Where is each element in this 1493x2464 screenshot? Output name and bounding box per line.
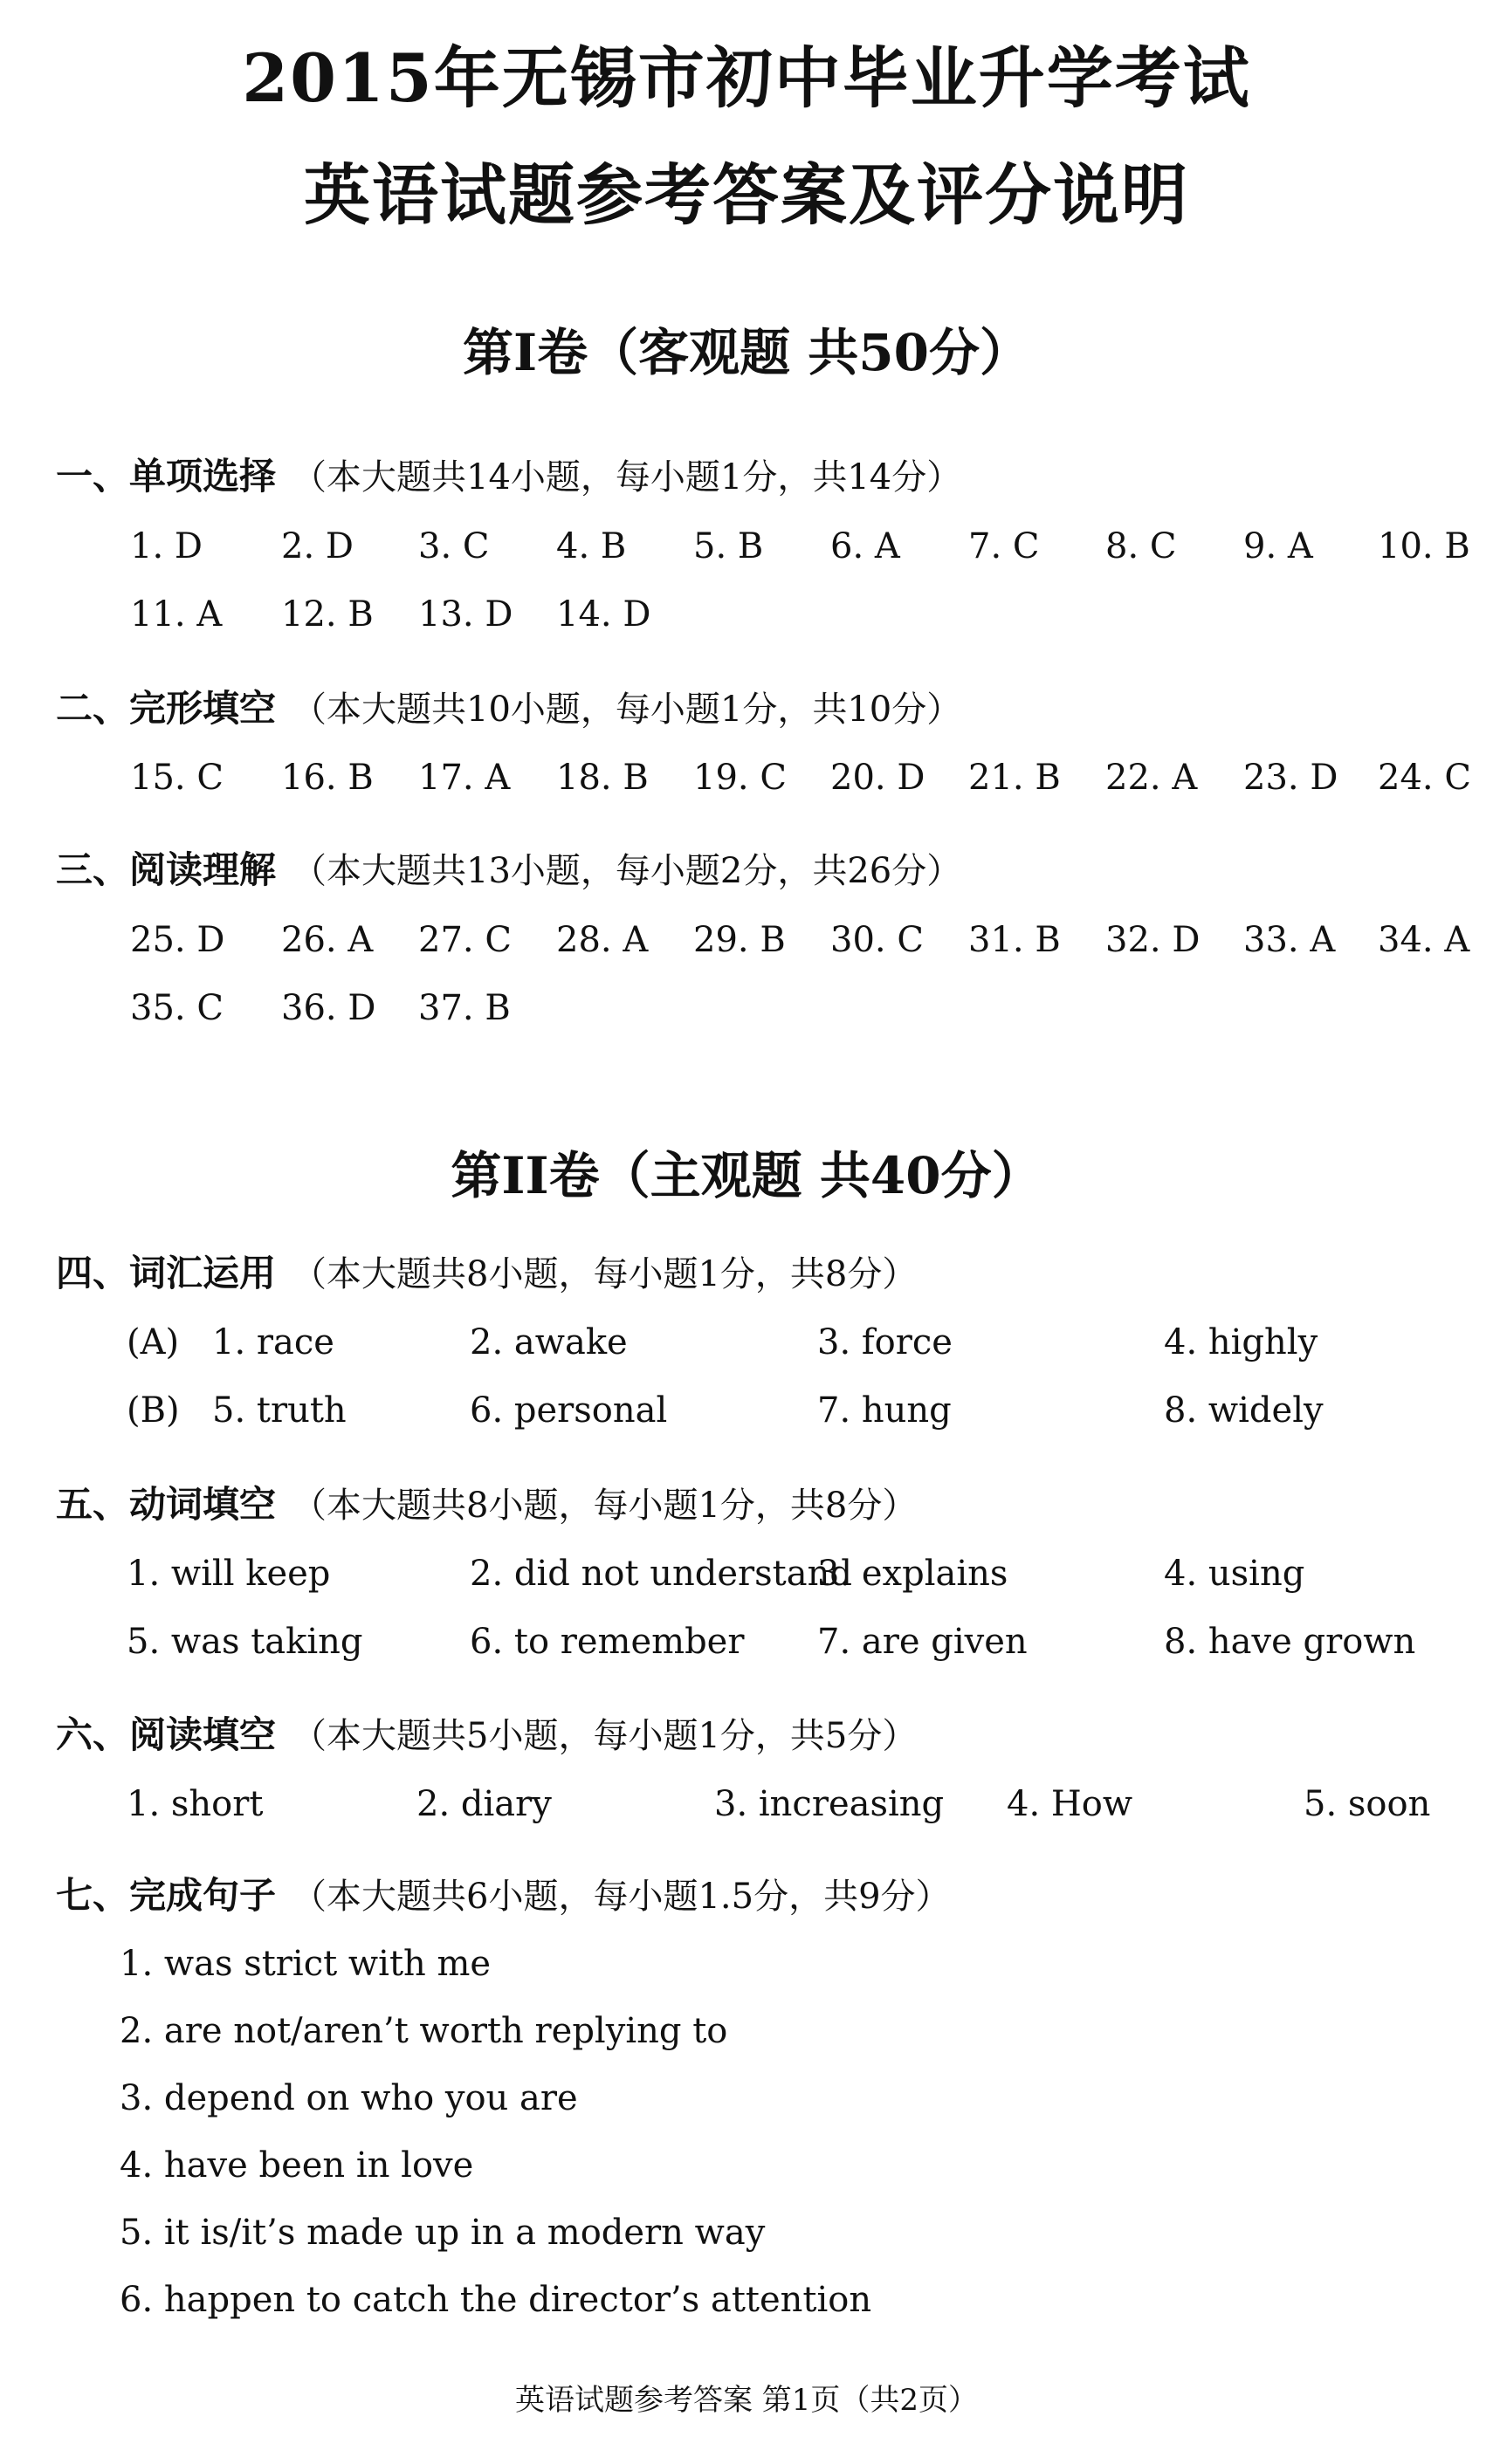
section-note: （本大题共8小题，每小题1分，共8分） bbox=[292, 1486, 918, 1526]
sentence-answer: 4. have been in love bbox=[120, 2145, 474, 2186]
sentence-answer: 1. was strict with me bbox=[120, 1944, 492, 1984]
section-heading-3 bbox=[56, 848, 962, 891]
answer-item: 2. D bbox=[281, 526, 354, 566]
answer-item: 3. increasing bbox=[714, 1784, 945, 1824]
answer-row bbox=[0, 1556, 1493, 1600]
answer-item: 30. C bbox=[830, 920, 924, 960]
section-note: （本大题共5小题，每小题1分，共5分） bbox=[292, 1716, 918, 1756]
section-title: 一、单项选择 bbox=[56, 455, 277, 498]
answer-row bbox=[0, 920, 1493, 966]
section-heading-7 bbox=[56, 1874, 951, 1917]
answer-item: 10. B bbox=[1378, 526, 1470, 566]
answer-item: 21. B bbox=[968, 758, 1061, 798]
answer-item: 37. B bbox=[418, 988, 511, 1028]
exam-title: 2015年无锡市初中毕业升学考试 bbox=[242, 39, 1251, 117]
answer-item: 4. B bbox=[556, 526, 627, 566]
answer-item: 2. awake bbox=[470, 1322, 628, 1362]
part2-heading: 第II卷（主观题 共40分） bbox=[451, 1146, 1042, 1205]
section-note: （本大题共14小题，每小题1分，共14分） bbox=[292, 457, 962, 498]
answer-item: 36. D bbox=[281, 988, 376, 1028]
answer-item: 23. D bbox=[1243, 758, 1338, 798]
answer-row bbox=[0, 594, 1493, 641]
answer-item: 32. D bbox=[1105, 920, 1201, 960]
page-footer: 英语试题参考答案 第1页（共2页） bbox=[514, 2383, 979, 2418]
answer-item: 7. hung bbox=[817, 1390, 952, 1431]
answer-item: 7. C bbox=[968, 526, 1040, 566]
answer-item: 1. short bbox=[127, 1784, 264, 1824]
answer-item: 6. A bbox=[830, 526, 900, 566]
section-note: （本大题共13小题，每小题2分，共26分） bbox=[292, 851, 962, 891]
answer-item: 13. D bbox=[418, 594, 513, 635]
section-heading-2 bbox=[56, 687, 962, 730]
answer-item: 1. race bbox=[212, 1322, 334, 1362]
answer-item: 5. soon bbox=[1304, 1784, 1431, 1824]
answer-row bbox=[0, 1322, 1493, 1369]
answer-item: 2. diary bbox=[416, 1784, 552, 1824]
answer-item: 34. A bbox=[1378, 920, 1470, 960]
answer-item: 14. D bbox=[556, 594, 651, 635]
answer-item: 33. A bbox=[1243, 920, 1336, 960]
sentence-answer: 6. happen to catch the director’s attention bbox=[120, 2280, 872, 2320]
answer-item: 28. A bbox=[556, 920, 649, 960]
answer-item: 3. explains bbox=[817, 1554, 1008, 1594]
answer-item: 20. D bbox=[830, 758, 925, 798]
section-heading-6 bbox=[56, 1713, 918, 1756]
section-title: 六、阅读填空 bbox=[56, 1713, 277, 1756]
answer-row bbox=[0, 988, 1493, 1034]
answer-item: 4. using bbox=[1164, 1554, 1305, 1594]
sentence-answer: 3. depend on who you are bbox=[120, 2078, 578, 2118]
answer-item: 35. C bbox=[130, 988, 224, 1028]
answer-item: 19. C bbox=[693, 758, 787, 798]
answer-item: 6. personal bbox=[470, 1390, 668, 1431]
answer-key-title: 英语试题参考答案及评分说明 bbox=[304, 156, 1189, 234]
answer-item: 22. A bbox=[1105, 758, 1198, 798]
answer-item: 8. C bbox=[1105, 526, 1177, 566]
answer-row bbox=[0, 760, 1493, 804]
answer-item: 3. force bbox=[817, 1322, 953, 1362]
answer-item: 1. will keep bbox=[127, 1554, 331, 1594]
answer-item: 15. C bbox=[130, 758, 224, 798]
group-label: (A) bbox=[127, 1322, 180, 1362]
sentence-answer: 2. are not/aren’t worth replying to bbox=[120, 2011, 728, 2051]
answer-item: 18. B bbox=[556, 758, 649, 798]
answer-row bbox=[0, 1390, 1493, 1437]
section-title: 七、完成句子 bbox=[56, 1874, 277, 1917]
answer-row bbox=[0, 1784, 1493, 1830]
answer-item: 7. are given bbox=[817, 1622, 1028, 1662]
answer-item: 29. B bbox=[693, 920, 786, 960]
section-title: 五、动词填空 bbox=[56, 1483, 277, 1526]
answer-item: 16. B bbox=[281, 758, 374, 798]
section-title: 四、词汇运用 bbox=[56, 1252, 277, 1294]
answer-item: 12. B bbox=[281, 594, 374, 635]
answer-item: 31. B bbox=[968, 920, 1061, 960]
group-label: (B) bbox=[127, 1390, 180, 1431]
section-title: 三、阅读理解 bbox=[56, 848, 277, 891]
section-title: 二、完形填空 bbox=[56, 687, 277, 730]
answer-item: 6. to remember bbox=[470, 1622, 745, 1662]
section-heading-1 bbox=[56, 455, 962, 498]
answer-item: 8. have grown bbox=[1164, 1622, 1416, 1662]
section-note: （本大题共10小题，每小题1分，共10分） bbox=[292, 690, 962, 730]
answer-item: 2. did not understand bbox=[470, 1554, 852, 1594]
section-heading-5 bbox=[56, 1483, 918, 1526]
answer-item: 9. A bbox=[1243, 526, 1313, 566]
answer-item: 27. C bbox=[418, 920, 512, 960]
answer-item: 1. D bbox=[130, 526, 203, 566]
sentence-answer: 5. it is/it’s made up in a modern way bbox=[120, 2213, 766, 2253]
answer-item: 4. highly bbox=[1164, 1322, 1318, 1362]
section-note: （本大题共8小题，每小题1分，共8分） bbox=[292, 1254, 918, 1294]
answer-item: 5. truth bbox=[212, 1390, 347, 1431]
answer-item: 17. A bbox=[418, 758, 511, 798]
answer-item: 4. How bbox=[1007, 1784, 1133, 1824]
answer-item: 26. A bbox=[281, 920, 374, 960]
answer-item: 5. B bbox=[693, 526, 764, 566]
answer-item: 11. A bbox=[130, 594, 223, 635]
answer-item: 25. D bbox=[130, 920, 225, 960]
answer-item: 8. widely bbox=[1164, 1390, 1324, 1431]
answer-item: 24. C bbox=[1378, 758, 1471, 798]
answer-item: 5. was taking bbox=[127, 1622, 363, 1662]
answer-row bbox=[0, 1624, 1493, 1668]
section-heading-4 bbox=[56, 1252, 918, 1294]
answer-row bbox=[0, 526, 1493, 573]
part1-heading: 第I卷（客观题 共50分） bbox=[462, 323, 1031, 382]
answer-item: 3. C bbox=[418, 526, 490, 566]
section-note: （本大题共6小题，每小题1.5分，共9分） bbox=[292, 1877, 951, 1917]
